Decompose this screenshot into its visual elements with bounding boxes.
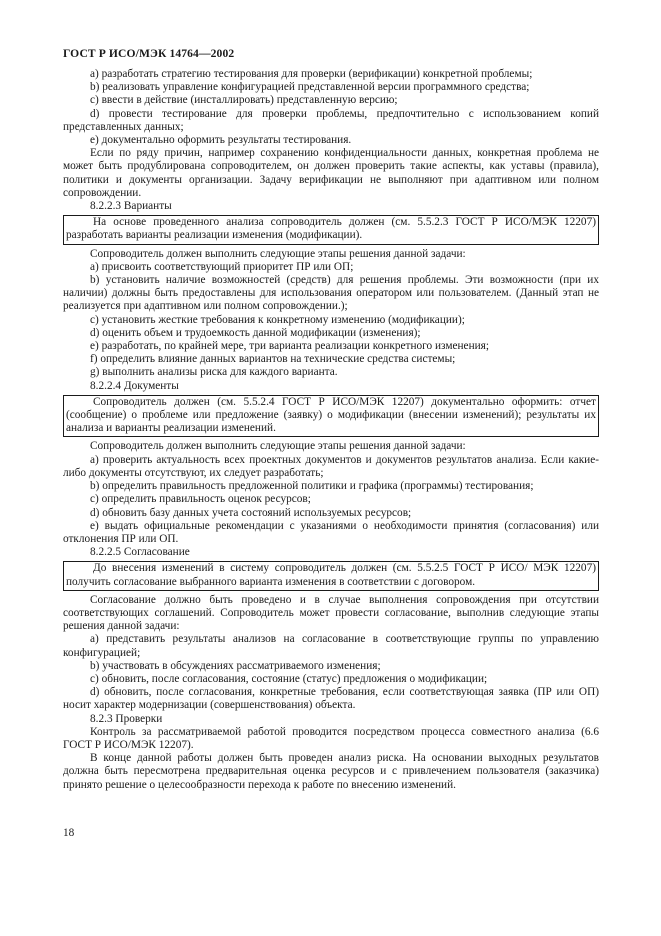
paragraph: d) обновить, после согласования, конкретные требования, если соответствующая заявка (ПР или ОП) носит характер модернизации (совершенствования) объекта. bbox=[63, 686, 599, 712]
paragraph: c) определить правильность оценок ресурсов; bbox=[90, 493, 311, 506]
requirement-box bbox=[63, 395, 599, 438]
paragraph: g) выполнить анализы риска для каждого варианта. bbox=[90, 366, 338, 379]
paragraph: e) документально оформить результаты тестирования. bbox=[90, 134, 352, 147]
requirement-box bbox=[63, 561, 599, 590]
paragraph: Сопроводитель должен выполнить следующие этапы решения данной задачи: bbox=[90, 440, 466, 453]
paragraph: b) реализовать управление конфигурацией представленной версии программного средства; bbox=[90, 81, 530, 94]
paragraph: 8.2.2.3 Варианты bbox=[90, 200, 172, 213]
paragraph: Согласование должно быть проведено и в случае выполнения сопровождения при отсутствии соответствующих соглашений. Сопроводитель может провести согласование, выполнив следующие этапы решения данной задачи: bbox=[63, 593, 599, 633]
paragraph: а) проверить актуальность всех проектных документов и документов результатов анализа. Если какие-либо документы отсутствуют, их следует разработать; bbox=[63, 453, 599, 479]
paragraph: e) выдать официальные рекомендации с указаниями о необходимости принятия (согласования) или отклонения ПР или ОП. bbox=[63, 519, 599, 545]
paragraph: 8.2.3 Проверки bbox=[90, 712, 163, 725]
requirement-text: Сопроводитель должен (см. 5.5.2.4 ГОСТ Р ИСО/МЭК 12207) документально оформить: отчет (сообщение) о проблеме или предложение (заявку) о модификации (внесении изменений); результаты их анализа и варианты реализации изменений. bbox=[66, 395, 596, 435]
document-body bbox=[63, 68, 599, 792]
paragraph: c) установить жесткие требования к конкретному изменению (модификации); bbox=[90, 313, 465, 326]
paragraph: Сопроводитель должен выполнить следующие этапы решения данной задачи: bbox=[90, 247, 466, 260]
paragraph: c) ввести в действие (инсталлировать) представленную версию; bbox=[90, 94, 398, 107]
requirement-text: На основе проведенного анализа сопроводитель должен (см. 5.5.2.3 ГОСТ Р ИСО/МЭК 12207) разработать варианты реализации изменения (модификации). bbox=[66, 216, 596, 242]
paragraph: f) определить влияние данных вариантов на технические средства системы; bbox=[90, 353, 456, 366]
paragraph: b) определить правильность предложенной политики и графика (программы) тестирования; bbox=[90, 480, 534, 493]
paragraph: d) обновить базу данных учета состояний используемых ресурсов; bbox=[90, 506, 412, 519]
paragraph: d) провести тестирование для проверки проблемы, предпочтительно с использованием копий представленных данных; bbox=[63, 107, 599, 133]
paragraph: Если по ряду причин, например сохранению конфиденциальности данных, конкретная проблема не может быть продублирована сопроводителем, он должен проверить такие аспекты, как уставы (правила), политики и документы организации. Задачу верификации не выполняют при адаптивном или полном сопровождении. bbox=[63, 147, 599, 199]
paragraph: b) участвовать в обсуждениях рассматриваемого изменения; bbox=[90, 659, 381, 672]
paragraph: а) представить результаты анализов на согласование в соответствующие группы по управлению конфигурацией; bbox=[63, 633, 599, 659]
paragraph: 8.2.2.5 Согласование bbox=[90, 546, 190, 559]
paragraph: d) оценить объем и трудоемкость данной модификации (изменения); bbox=[90, 326, 421, 339]
paragraph: e) разработать, по крайней мере, три варианта реализации конкретного изменения; bbox=[90, 340, 489, 353]
paragraph: а) разработать стратегию тестирования для проверки (верификации) конкретной проблемы; bbox=[90, 68, 533, 80]
requirement-box bbox=[63, 215, 599, 244]
paragraph: c) обновить, после согласования, состояние (статус) предложения о модификации; bbox=[90, 672, 488, 685]
paragraph: а) присвоить соответствующий приоритет ПР или ОП; bbox=[90, 260, 354, 273]
page-header: ГОСТ Р ИСО/МЭК 14764—2002 bbox=[63, 47, 235, 60]
requirement-text: До внесения изменений в систему сопроводитель должен (см. 5.5.2.5 ГОСТ Р ИСО/ МЭК 12207) получить согласование выбранного варианта изменения в соответствии с договором. bbox=[66, 562, 596, 588]
paragraph: 8.2.2.4 Документы bbox=[90, 379, 179, 392]
paragraph: В конце данной работы должен быть проведен анализ риска. На основании выходных результатов должна быть пересмотрена предварительная оценка ресурсов и с привлечением пользователя (заказчика) принято решение о целесообразности перехода к работе по внесению изменений. bbox=[63, 752, 599, 791]
paragraph: b) установить наличие возможностей (средств) для решения проблемы. Эти возможности (при их наличии) должны быть предоставлены для использования оператором или пользователем. (Данный этап не реализуется при адаптивном или полном сопровождении.); bbox=[63, 274, 599, 313]
page-number: 18 bbox=[63, 827, 75, 839]
paragraph: Контроль за рассматриваемой работой проводится посредством процесса совместного анализа (6.6 ГОСТ Р ИСО/МЭК 12207). bbox=[63, 725, 599, 751]
